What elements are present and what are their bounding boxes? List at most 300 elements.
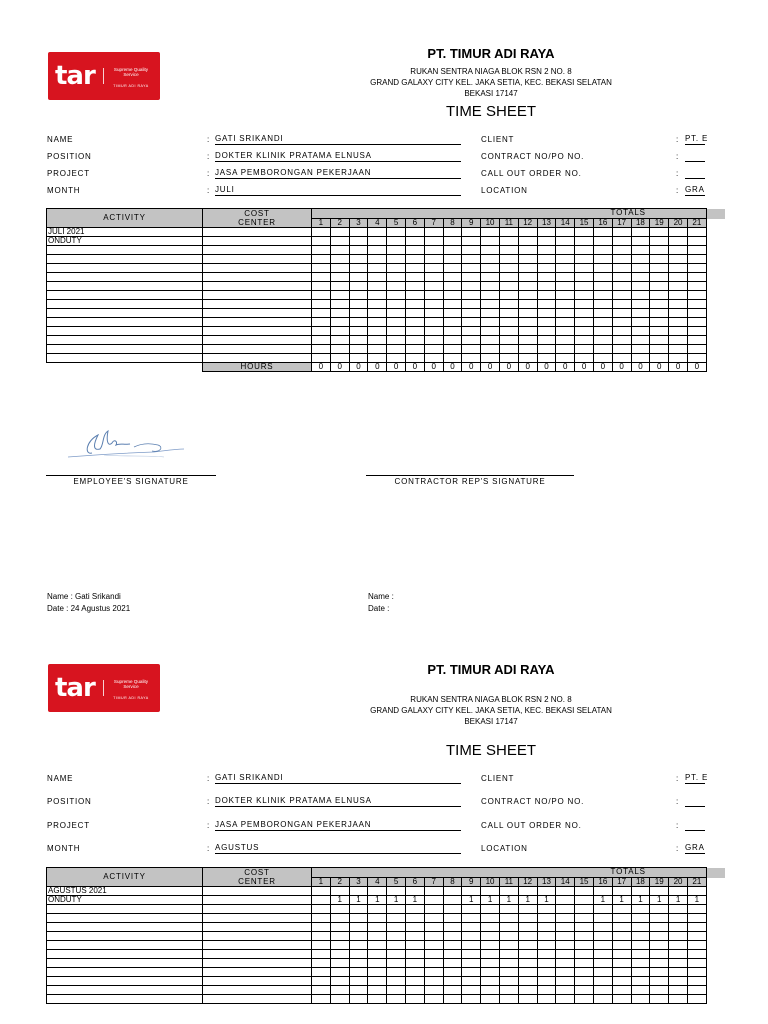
day-cell	[462, 336, 481, 345]
day-cell	[669, 336, 688, 345]
day-cell	[650, 977, 669, 986]
day-cell	[687, 327, 706, 336]
cost-center-cell	[203, 959, 312, 968]
company-address-line-3: BEKASI 17147	[464, 89, 518, 98]
employee-signature-line	[46, 475, 216, 476]
day-cell	[556, 228, 575, 237]
day-cell	[556, 941, 575, 950]
day-cell	[650, 950, 669, 959]
day-cell	[312, 986, 331, 995]
day-number: 20	[669, 218, 688, 228]
day-cell	[368, 914, 387, 923]
day-cell: 1	[499, 896, 518, 905]
day-number: 2	[330, 218, 349, 228]
day-cell	[405, 923, 424, 932]
day-cell	[612, 291, 631, 300]
day-cell	[443, 336, 462, 345]
hours-total-cell: 0	[387, 363, 406, 372]
day-cell	[424, 246, 443, 255]
day-cell	[669, 246, 688, 255]
day-cell	[405, 255, 424, 264]
cost-center-cell	[203, 887, 312, 896]
day-cell	[443, 932, 462, 941]
day-cell	[631, 300, 650, 309]
day-cell	[462, 300, 481, 309]
day-cell	[612, 228, 631, 237]
day-number: 19	[650, 877, 669, 887]
day-cell	[575, 336, 594, 345]
activity-cell	[47, 932, 203, 941]
colon: :	[676, 797, 679, 806]
day-cell	[518, 959, 537, 968]
contract-label: CONTRACT NO/PO NO.	[481, 797, 585, 806]
day-number: 16	[593, 218, 612, 228]
activity-cell	[47, 354, 203, 363]
totals-header-bar	[705, 868, 725, 878]
day-cell	[612, 282, 631, 291]
month-label: MONTH	[47, 844, 81, 853]
day-cell	[481, 995, 500, 1004]
day-cell	[631, 932, 650, 941]
colon: :	[207, 152, 210, 161]
day-cell	[669, 318, 688, 327]
activity-cell: ONDUTY	[47, 896, 203, 905]
day-number: 7	[424, 877, 443, 887]
day-cell	[669, 968, 688, 977]
cost-center-cell	[203, 977, 312, 986]
day-cell	[575, 905, 594, 914]
day-cell	[518, 273, 537, 282]
day-cell	[537, 336, 556, 345]
day-cell	[443, 345, 462, 354]
day-cell	[368, 300, 387, 309]
day-cell	[387, 950, 406, 959]
day-cell	[481, 986, 500, 995]
day-cell	[612, 959, 631, 968]
day-cell	[405, 228, 424, 237]
day-cell	[387, 905, 406, 914]
hours-total-cell: 0	[368, 363, 387, 372]
day-cell	[518, 300, 537, 309]
day-cell	[462, 264, 481, 273]
hours-total-cell: 0	[518, 363, 537, 372]
day-cell: 1	[368, 896, 387, 905]
totals-header-bar	[705, 209, 725, 219]
day-cell	[462, 923, 481, 932]
logo-divider	[103, 68, 104, 84]
day-cell	[481, 228, 500, 237]
day-cell	[387, 282, 406, 291]
day-cell	[499, 345, 518, 354]
day-cell	[443, 327, 462, 336]
day-cell	[537, 327, 556, 336]
day-cell	[518, 228, 537, 237]
colon: :	[207, 186, 210, 195]
day-cell	[387, 968, 406, 977]
day-cell	[631, 318, 650, 327]
day-cell	[593, 995, 612, 1004]
day-cell	[481, 300, 500, 309]
day-cell	[424, 309, 443, 318]
day-cell	[650, 264, 669, 273]
employee-name-footer: Name : Gati Srikandi	[47, 592, 121, 601]
day-cell	[556, 300, 575, 309]
day-cell	[424, 336, 443, 345]
day-cell	[387, 995, 406, 1004]
cost-center-header: COST CENTER	[203, 868, 312, 887]
day-cell	[349, 941, 368, 950]
day-cell	[368, 345, 387, 354]
day-number: 20	[669, 877, 688, 887]
day-cell	[349, 905, 368, 914]
day-cell	[687, 914, 706, 923]
day-cell	[330, 264, 349, 273]
day-cell	[575, 228, 594, 237]
cost-center-cell	[203, 291, 312, 300]
colon: :	[207, 821, 210, 830]
day-cell	[499, 950, 518, 959]
day-cell	[387, 237, 406, 246]
day-cell	[650, 905, 669, 914]
day-cell	[575, 923, 594, 932]
timesheet-grid	[46, 867, 707, 1004]
activity-header: ACTIVITY	[47, 868, 203, 887]
day-cell	[368, 941, 387, 950]
day-number: 12	[518, 877, 537, 887]
day-cell	[424, 291, 443, 300]
day-cell	[443, 905, 462, 914]
day-cell	[312, 968, 331, 977]
day-number: 11	[499, 218, 518, 228]
day-number: 4	[368, 877, 387, 887]
day-cell	[687, 309, 706, 318]
colon: :	[207, 169, 210, 178]
day-cell	[424, 959, 443, 968]
day-cell	[669, 950, 688, 959]
day-cell	[349, 318, 368, 327]
client-value: PT. E	[685, 134, 709, 143]
day-cell	[387, 327, 406, 336]
position-value: DOKTER KLINIK PRATAMA ELNUSA	[215, 796, 461, 807]
day-cell	[481, 950, 500, 959]
totals-header: TOTALS	[312, 209, 707, 219]
day-cell	[650, 291, 669, 300]
day-number: 13	[537, 877, 556, 887]
day-cell	[330, 986, 349, 995]
day-cell	[537, 264, 556, 273]
day-cell	[405, 327, 424, 336]
day-cell	[405, 950, 424, 959]
day-cell	[593, 228, 612, 237]
day-cell	[349, 255, 368, 264]
day-cell	[631, 237, 650, 246]
day-cell	[462, 273, 481, 282]
activity-cell	[47, 923, 203, 932]
table-row	[47, 309, 707, 318]
day-cell	[424, 273, 443, 282]
day-cell	[631, 228, 650, 237]
day-cell	[593, 345, 612, 354]
day-number: 5	[387, 877, 406, 887]
project-value: JASA PEMBORONGAN PEKERJAAN	[215, 820, 461, 831]
colon: :	[676, 152, 679, 161]
day-cell	[499, 264, 518, 273]
day-cell	[612, 318, 631, 327]
cost-center-cell	[203, 282, 312, 291]
day-cell	[499, 237, 518, 246]
day-cell	[631, 905, 650, 914]
day-cell: 1	[537, 896, 556, 905]
activity-cell	[47, 327, 203, 336]
day-cell	[593, 968, 612, 977]
day-cell	[687, 941, 706, 950]
company-address-line-1: RUKAN SENTRA NIAGA BLOK RSN 2 NO. 8	[410, 67, 572, 76]
day-number: 11	[499, 877, 518, 887]
day-cell	[575, 282, 594, 291]
colon: :	[676, 169, 679, 178]
table-row	[47, 291, 707, 300]
day-cell	[387, 345, 406, 354]
day-cell	[556, 264, 575, 273]
day-cell	[368, 282, 387, 291]
day-cell	[687, 246, 706, 255]
day-cell	[575, 968, 594, 977]
day-cell	[593, 923, 612, 932]
hours-row	[47, 363, 707, 372]
day-cell	[687, 282, 706, 291]
day-cell	[387, 318, 406, 327]
cost-center-cell	[203, 255, 312, 264]
day-cell	[368, 255, 387, 264]
hours-total-cell: 0	[443, 363, 462, 372]
day-cell	[312, 977, 331, 986]
day-cell	[330, 273, 349, 282]
day-cell	[593, 959, 612, 968]
day-cell	[669, 923, 688, 932]
day-cell	[669, 941, 688, 950]
day-cell	[443, 264, 462, 273]
day-cell	[650, 237, 669, 246]
logo-name: TIMUR ADI RAYA	[113, 696, 149, 700]
day-number: 9	[462, 218, 481, 228]
day-cell	[481, 968, 500, 977]
cost-center-cell	[203, 318, 312, 327]
day-cell	[537, 309, 556, 318]
day-cell	[537, 273, 556, 282]
day-cell	[687, 923, 706, 932]
day-cell	[330, 327, 349, 336]
day-cell	[669, 977, 688, 986]
colon: :	[676, 821, 679, 830]
day-cell	[518, 291, 537, 300]
day-cell	[312, 228, 331, 237]
day-cell	[405, 291, 424, 300]
cost-center-cell	[203, 932, 312, 941]
timesheet-august	[0, 640, 768, 1024]
day-cell	[537, 950, 556, 959]
day-cell	[443, 318, 462, 327]
hours-total-cell: 0	[593, 363, 612, 372]
day-cell	[669, 986, 688, 995]
day-cell	[481, 255, 500, 264]
day-cell	[556, 318, 575, 327]
activity-cell	[47, 273, 203, 282]
day-cell	[443, 923, 462, 932]
day-cell	[462, 237, 481, 246]
activity-cell: AGUSTUS 2021	[47, 887, 203, 896]
day-cell	[499, 932, 518, 941]
day-cell	[518, 950, 537, 959]
day-cell	[330, 959, 349, 968]
day-cell	[462, 246, 481, 255]
day-cell	[443, 309, 462, 318]
employee-signature-image	[64, 425, 188, 467]
day-cell	[612, 300, 631, 309]
contractor-date-footer: Date :	[368, 604, 390, 613]
day-cell	[443, 300, 462, 309]
day-cell: 1	[349, 896, 368, 905]
table-row	[47, 905, 707, 914]
hours-total-cell: 0	[650, 363, 669, 372]
day-cell	[349, 345, 368, 354]
hours-total-cell: 0	[556, 363, 575, 372]
day-number: 18	[631, 218, 650, 228]
day-cell: 1	[631, 896, 650, 905]
day-cell	[650, 300, 669, 309]
day-cell	[650, 273, 669, 282]
day-cell	[650, 959, 669, 968]
day-cell	[556, 896, 575, 905]
day-cell	[575, 345, 594, 354]
day-cell	[593, 291, 612, 300]
day-cell: 1	[669, 896, 688, 905]
day-cell	[330, 932, 349, 941]
day-cell	[593, 336, 612, 345]
day-cell	[593, 246, 612, 255]
day-number: 13	[537, 218, 556, 228]
activity-cell	[47, 345, 203, 354]
cost-center-cell	[203, 986, 312, 995]
day-cell	[405, 986, 424, 995]
client-label: CLIENT	[481, 774, 515, 783]
name-label: NAME	[47, 774, 74, 783]
activity-cell	[47, 905, 203, 914]
day-cell	[537, 345, 556, 354]
day-cell	[462, 968, 481, 977]
activity-cell	[47, 959, 203, 968]
day-cell	[424, 923, 443, 932]
day-number: 17	[612, 877, 631, 887]
day-cell	[443, 246, 462, 255]
cost-center-cell	[203, 995, 312, 1004]
colon: :	[676, 186, 679, 195]
day-cell	[368, 905, 387, 914]
callout-label: CALL OUT ORDER NO.	[481, 169, 582, 178]
day-cell	[349, 237, 368, 246]
day-cell	[537, 968, 556, 977]
project-value: JASA PEMBORONGAN PEKERJAAN	[215, 168, 461, 179]
day-cell	[481, 977, 500, 986]
day-cell	[575, 255, 594, 264]
cost-center-cell	[203, 309, 312, 318]
day-cell	[499, 977, 518, 986]
day-number: 10	[481, 877, 500, 887]
grid-header-row	[47, 868, 707, 878]
day-cell	[631, 291, 650, 300]
day-cell	[537, 914, 556, 923]
position-value: DOKTER KLINIK PRATAMA ELNUSA	[215, 151, 461, 162]
cost-center-cell	[203, 941, 312, 950]
day-cell	[631, 995, 650, 1004]
day-number: 15	[575, 218, 594, 228]
day-cell	[518, 327, 537, 336]
day-cell	[575, 896, 594, 905]
day-cell	[499, 905, 518, 914]
day-cell	[518, 336, 537, 345]
table-row	[47, 282, 707, 291]
day-cell	[669, 959, 688, 968]
table-row	[47, 327, 707, 336]
day-cell	[575, 237, 594, 246]
day-number: 18	[631, 877, 650, 887]
activity-cell	[47, 309, 203, 318]
day-cell	[312, 237, 331, 246]
day-cell	[424, 318, 443, 327]
hours-total-cell: 0	[312, 363, 331, 372]
day-cell	[312, 255, 331, 264]
day-cell	[556, 336, 575, 345]
day-cell	[443, 896, 462, 905]
day-cell	[575, 995, 594, 1004]
day-cell	[349, 959, 368, 968]
day-cell	[518, 941, 537, 950]
day-number: 21	[687, 218, 706, 228]
day-number: 10	[481, 218, 500, 228]
employee-signature-label: EMPLOYEE'S SIGNATURE	[73, 477, 189, 486]
day-cell	[387, 273, 406, 282]
day-cell	[368, 950, 387, 959]
day-cell	[537, 923, 556, 932]
day-cell	[593, 914, 612, 923]
day-cell	[330, 905, 349, 914]
day-cell	[462, 986, 481, 995]
day-cell	[631, 968, 650, 977]
day-cell	[499, 941, 518, 950]
day-cell	[368, 228, 387, 237]
hours-total-cell: 0	[612, 363, 631, 372]
day-cell	[462, 905, 481, 914]
colon: :	[207, 135, 210, 144]
day-cell	[612, 255, 631, 264]
day-cell	[650, 336, 669, 345]
day-cell	[330, 237, 349, 246]
day-cell	[687, 986, 706, 995]
day-cell	[650, 345, 669, 354]
day-cell	[330, 914, 349, 923]
day-cell	[424, 941, 443, 950]
day-cell: 1	[593, 896, 612, 905]
cost-center-cell	[203, 237, 312, 246]
day-cell	[387, 309, 406, 318]
day-cell	[537, 282, 556, 291]
day-cell	[481, 318, 500, 327]
day-cell: 1	[687, 896, 706, 905]
contractor-name-footer: Name :	[368, 592, 394, 601]
day-cell	[368, 336, 387, 345]
day-cell: 1	[518, 896, 537, 905]
day-cell	[631, 959, 650, 968]
day-cell	[575, 273, 594, 282]
